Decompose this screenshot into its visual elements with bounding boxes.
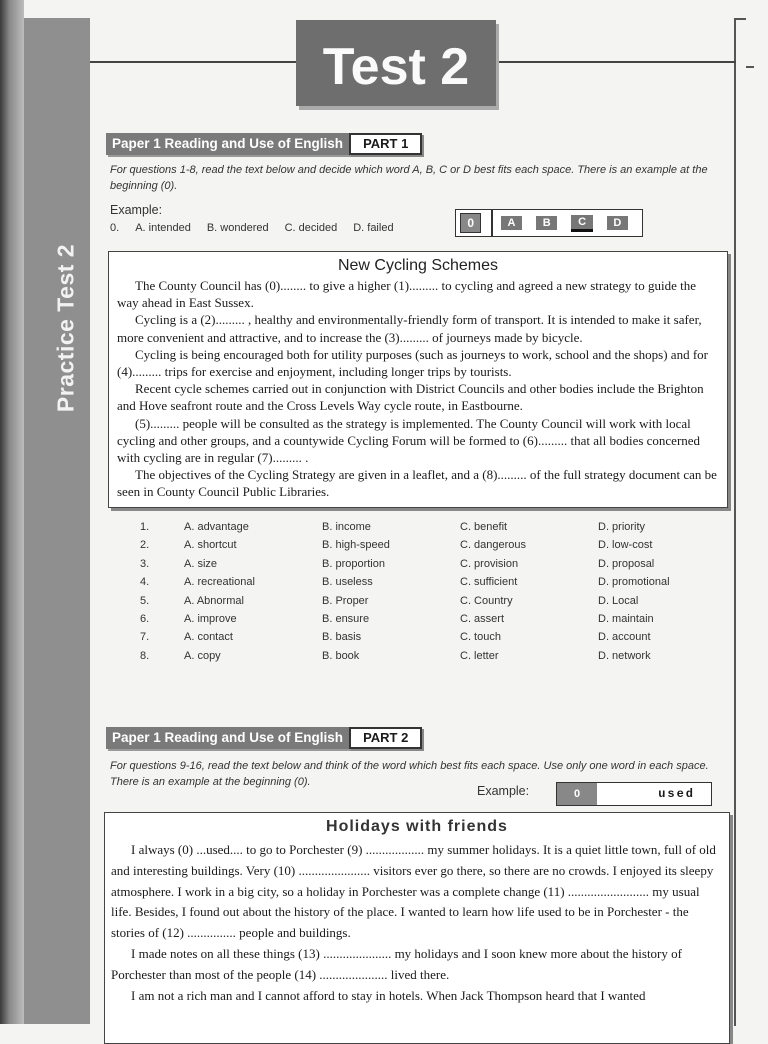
example-answer-grid xyxy=(455,209,643,237)
option-a: A. Abnormal xyxy=(184,594,244,607)
paragraph: Recent cycle schemes carried out in conjunction with District Councils and other bodies include the Brighton and Hove seafront route and the Cross Levels Way cycle route, in Eastbourne. xyxy=(117,381,704,414)
paragraph: Cycling is a (2)......... , healthy and environmentally-friendly form of transport. It is intended to make it safer, more convenient and attractive, and to increase the (3)......... of journeys made by bicycle. xyxy=(117,312,702,345)
paragraph: I always (0) ...used.... to go to Porchester (9) .................. my summer holidays. It is a quiet little town, full of old and interesting buildings. Very (10) ...................... visitors ever go there, so there are no crowds. I enjoyed its sleepy atmosphere. I work in a big city, so a holiday in Porchester was a complete change (11) ......................... my usual life. Besides, I found out about the history of the place. I wanted to learn how life used to be in Porchester - the stories of (12) ............... people and buildings. xyxy=(111,842,716,941)
option-d: D. account xyxy=(598,631,651,644)
example-option-d: D. failed xyxy=(353,222,394,234)
option-b: B. ensure xyxy=(322,612,370,625)
option-c: C. touch xyxy=(460,631,501,644)
question-number: 6. xyxy=(140,612,150,625)
example-option-a: A. intended xyxy=(135,222,191,234)
option-b: B. useless xyxy=(322,576,373,589)
option-a: A. recreational xyxy=(184,576,255,589)
answer-row xyxy=(140,592,700,610)
side-label xyxy=(46,218,86,438)
option-c: C. benefit xyxy=(460,521,508,533)
option-d: D. network xyxy=(598,649,651,662)
page-title xyxy=(296,20,496,106)
option-c: C. provision xyxy=(460,557,519,570)
answer-row xyxy=(140,555,700,573)
option-b: B. Proper xyxy=(322,594,369,607)
question-number: 7. xyxy=(140,631,150,644)
option-c: C. sufficient xyxy=(460,576,518,589)
option-c: C. Country xyxy=(460,594,513,607)
question-number: 5. xyxy=(140,594,150,607)
part2-example-word: used xyxy=(658,787,695,801)
option-d: D. maintain xyxy=(598,612,654,625)
part2-part-label: PART 2 xyxy=(349,727,422,749)
option-d: D. proposal xyxy=(598,557,655,570)
part2-text-box xyxy=(104,812,730,1044)
option-d: D. low-cost xyxy=(598,539,653,552)
answer-row xyxy=(140,573,700,591)
example-grid-option-b: B xyxy=(536,216,557,230)
answer-row xyxy=(140,536,700,554)
part2-text-title: Holidays with friends xyxy=(326,818,508,835)
part1-text-body xyxy=(109,275,727,501)
option-b: B. basis xyxy=(322,631,362,644)
option-a: A. copy xyxy=(184,649,221,662)
question-number: 3. xyxy=(140,557,150,570)
scan-shadow xyxy=(0,0,24,1024)
part1-example-row xyxy=(110,222,450,234)
example-grid-option-c-selected: C xyxy=(571,215,592,232)
page-edge xyxy=(734,18,746,1026)
option-c: C. letter xyxy=(460,649,499,662)
question-number: 2. xyxy=(140,539,150,552)
option-a: A. advantage xyxy=(184,521,249,533)
part1-example-label: Example: xyxy=(110,203,163,217)
part1-header xyxy=(106,133,422,157)
part2-text-body xyxy=(105,836,729,1006)
option-a: A. contact xyxy=(184,631,233,644)
option-b: B. income xyxy=(322,521,371,533)
paragraph: I made notes on all these things (13) ..................... my holidays and I soon knew more about the history of Porchester than most of the people (14) ..................... lived there. xyxy=(111,945,682,982)
paragraph: The County Council has (0)........ to give a higher (1)......... to cycling and agreed a new strategy to guide the way ahead in East Sussex. xyxy=(117,278,697,311)
option-a: A. improve xyxy=(184,612,237,625)
paragraph: The objectives of the Cycling Strategy are given in a leaflet, and a (8)......... of the full strategy document can be seen in County Council Public Libraries. xyxy=(117,467,717,500)
title-rule-right xyxy=(496,61,736,63)
example-grid-option-d: D xyxy=(607,216,628,230)
question-number: 8. xyxy=(140,649,150,662)
part2-header xyxy=(106,727,422,751)
option-b: B. high-speed xyxy=(322,539,390,552)
question-number: 1. xyxy=(140,521,150,533)
option-c: C. assert xyxy=(460,612,505,625)
part2-instructions: For questions 9-16, read the text below and think of the word which best fits each space. Use only one word in each space. There is an example at the beginning (0). xyxy=(110,760,709,788)
paragraph: Cycling is being encouraged both for utility purposes (such as journeys to work, school and the shops) and for (4)......... trips for exercise and enjoyment, including longer trips by tourists. xyxy=(117,346,708,380)
example-grid-zero: 0 xyxy=(460,213,481,233)
example-grid-divider xyxy=(491,210,492,236)
option-b: B. proportion xyxy=(322,557,385,570)
option-c: C. dangerous xyxy=(460,539,527,552)
part1-answer-options xyxy=(140,518,700,665)
option-d: D. promotional xyxy=(598,576,670,589)
example-option-b: B. wondered xyxy=(206,222,269,234)
page-title-text: Test 2 xyxy=(322,38,470,96)
option-d: D. priority xyxy=(598,521,646,533)
part1-part-label: PART 1 xyxy=(349,133,422,155)
answer-row xyxy=(140,628,700,646)
paragraph: I am not a rich man and I cannot afford to stay in hotels. When Jack Thompson heard that I wanted xyxy=(131,987,646,1003)
answer-row xyxy=(140,610,700,628)
paragraph: (5)......... people will be consulted as the strategy is implemented. The County Council will work with local cycling and other groups, and a countywide Cycling Forum will be formed to (6)......... that all bodies concerned with cycling are in regular (7)......... . xyxy=(117,415,701,466)
example-grid-option-a: A xyxy=(501,216,522,230)
part1-text-box xyxy=(108,251,728,508)
part2-example-zero: 0 xyxy=(557,783,597,805)
question-number: 4. xyxy=(140,576,150,589)
answer-row xyxy=(140,518,700,536)
title-rule-left xyxy=(90,61,296,63)
part2-example-box xyxy=(556,782,712,806)
option-b: B. book xyxy=(322,649,360,662)
part1-text-title: New Cycling Schemes xyxy=(337,257,499,274)
part2-paper-label: Paper 1 Reading and Use of English xyxy=(106,727,349,749)
side-label-text: Practice Test 2 xyxy=(52,243,79,413)
option-d: D. Local xyxy=(598,594,639,607)
example-option-c: C. decided xyxy=(284,222,338,234)
part1-paper-label: Paper 1 Reading and Use of English xyxy=(106,133,349,155)
example-number: 0. xyxy=(110,222,120,234)
side-strip xyxy=(24,18,90,1024)
page-edge-tick xyxy=(746,66,754,68)
option-a: A. shortcut xyxy=(184,539,237,552)
part2-example-label: Example: xyxy=(477,784,530,798)
option-a: A. size xyxy=(184,557,218,570)
answer-row xyxy=(140,647,700,665)
part1-instructions: For questions 1-8, read the text below and decide which word A, B, C or D best fits each space. There is an example at the beginning (0). xyxy=(110,164,708,192)
